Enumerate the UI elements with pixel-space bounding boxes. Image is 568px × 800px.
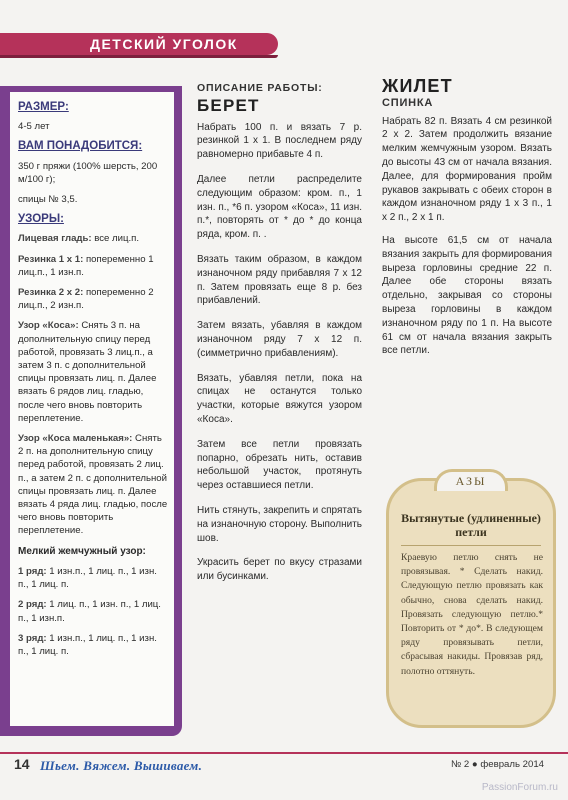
issue-info: № 2 ● февраль 2014 <box>450 759 544 770</box>
seed-row-3 <box>18 632 168 658</box>
paragraph: Набрать 100 п. и вязать 7 р. резинкой 1 х 1. В последнем ряду равномерно прибавьте 4 п. <box>197 121 362 161</box>
beret-instructions <box>197 82 362 595</box>
paragraph: Украсить берет по вкусу стразами или бусинками. <box>197 557 362 583</box>
section-banner <box>0 33 278 55</box>
pattern-rib-1x1 <box>18 253 168 279</box>
paragraph: Набрать 82 п. Вязать 4 см резинкой 2 х 2. Затем продолжить вязание мелким жемчужным узором. Вязать до высоты 43 см от начала вязания. Далее, для формирования пройм рукавов закрывать с обеих сторон в каждом изнаночном ряду 1 х 3 п., 1 х 2 п., 2 х 1 п. <box>382 115 552 224</box>
footer-rule <box>0 752 568 754</box>
watermark: PassionForum.ru <box>481 782 558 793</box>
tip-body: Краевую петлю снять не провязывая. * Сделать накид. Следующую петлю провязать как обычно, снова сделать накид. Провязать следующую петлю.* Повторить от * до*. В следующем ряду провязывать петли, сбрасывая накиды. Провязав ряд, полотно оттянуть. <box>401 552 543 677</box>
tip-title: Вытянутые (удлиненные) петли <box>401 511 541 539</box>
paragraph: Нить стянуть, закрепить и спрятать на изнаночную сторону. Выполнить шов. <box>197 504 362 544</box>
materials-sidebar <box>10 92 174 726</box>
paragraph: Вязать, убавляя петли, пока на спицах не останутся только участки, которые вяжутся узором «Коса». <box>197 372 362 425</box>
pattern-seed-title: Мелкий жемчужный узор: <box>18 545 146 557</box>
pattern-small-cable <box>18 432 168 538</box>
pattern-text: попеременно 1 лиц.п., 1 изн.п. <box>18 253 154 278</box>
row-title: 1 ряд: <box>18 565 47 577</box>
pattern-text: попеременно 2 лиц.п., 2 изн.п. <box>18 287 154 312</box>
banner-stripe <box>0 55 278 58</box>
tip-tab-label: АЗЫ <box>434 469 508 491</box>
tip-divider <box>401 545 541 546</box>
seed-row-2 <box>18 598 168 624</box>
paragraph: Затем все петли провязать попарно, обрезать нить, оставив небольшой участок, протянуть через оставшиеся петли. <box>197 438 362 492</box>
pattern-title: Лицевая гладь: <box>18 233 92 245</box>
pattern-title: Узор «Коса маленькая»: <box>18 433 133 445</box>
row-title: 2 ряд: <box>18 599 47 611</box>
work-description-label: ОПИСАНИЕ РАБОТЫ: <box>197 82 323 94</box>
size-heading: РАЗМЕР: <box>18 101 69 113</box>
patterns-heading: УЗОРЫ: <box>18 213 64 226</box>
pattern-rib-2x2 <box>18 286 168 312</box>
row-text: 1 изн.п., 1 лиц. п., 1 изн. п., 1 лиц. п. <box>18 565 157 591</box>
vest-title: ЖИЛЕТ <box>382 76 453 96</box>
pattern-cable <box>18 319 168 425</box>
pattern-title: Резинка 1 х 1: <box>18 253 84 265</box>
beret-title: БЕРЕТ <box>197 95 260 115</box>
seed-row-1 <box>18 565 168 591</box>
yarn-text: 350 г пряжи (100% шерсть, 200 м/100 г); <box>18 160 158 185</box>
pattern-title: Резинка 2 х 2: <box>18 287 84 299</box>
magazine-name: Шьем. Вяжем. Вышиваем. <box>40 758 203 773</box>
materials-heading: ВАМ ПОНАДОБИТСЯ: <box>18 140 143 153</box>
vest-instructions <box>382 76 552 367</box>
back-subtitle: СПИНКА <box>382 96 434 109</box>
pattern-text: Снять 3 п. на дополнительную спицу перед работой, провязать 3 лиц.п., а затем 3 п. с дополнительной спицы провязать лиц. п. Далее вязать 6 рядов лиц. гладью, после чего вновь повторить переплетение. <box>18 320 157 424</box>
pattern-stockinette <box>18 232 168 245</box>
row-title: 3 ряд: <box>18 632 47 644</box>
needles-text: спицы № 3,5. <box>18 194 78 206</box>
pattern-text: все лиц.п. <box>91 233 140 245</box>
basics-tip-box <box>386 474 556 728</box>
paragraph: Затем вязать, убавляя в каждом изнаночном ряду 7 х 12 п. (симметрично прибавлениям). <box>197 320 362 359</box>
row-text: 1 изн.п., 1 лиц. п., 1 изн. п., 1 лиц. п. <box>18 632 157 657</box>
paragraph: Далее петли распределите следующим образом: кром. п., 1 изн. п., *6 п. узором «Коса», 11 изн. п.*, повторять от * до * до конца ряда, кром. п. . <box>197 173 362 241</box>
pattern-title: Узор «Коса»: <box>18 320 79 332</box>
paragraph: Вязать таким образом, в каждом изнаночном ряду прибавляя 7 х 12 п. Затем провязать еще 8 р. без прибавлений. <box>197 253 362 307</box>
section-title: ДЕТСКИЙ УГОЛОК <box>90 36 238 52</box>
page-number: 14 <box>14 756 30 772</box>
row-text: 1 лиц. п., 1 изн. п., 1 лиц. п., 1 изн.п. <box>18 599 161 624</box>
pattern-text: Снять 2 п. на дополнительную спицу перед работой, провязать 2 лиц. п., а затем 2 п. с дополнительной спицы провязать лиц. п. Далее вязать 4 ряда лиц. гладью, после чего вновь повторить переплетение. <box>18 433 168 537</box>
size-value: 4-5 лет <box>18 121 50 133</box>
paragraph: На высоте 61,5 см от начала вязания закрыть для формирования выреза горловины средние 22 п. Далее обе стороны вязать отдельно, закрывая со стороны выреза горловины в каждом изнаночном ряду по 1 п. На высоте 61 см от начала вязания закрыть все петли. <box>382 234 552 357</box>
